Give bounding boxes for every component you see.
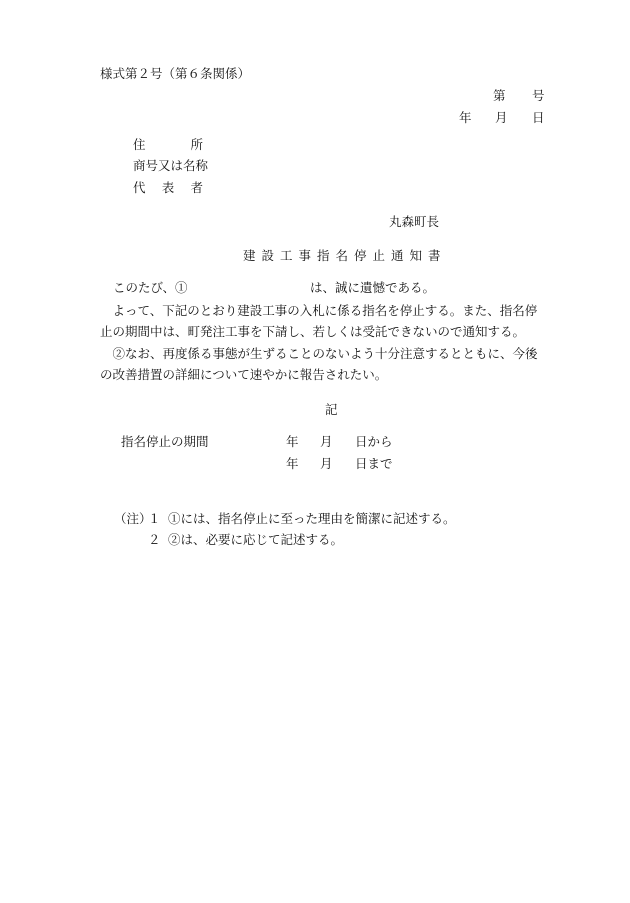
form-label: 様式第２号（第６条関係） [100,66,251,81]
note-1-number: １ [148,511,161,526]
period-from-year: 年 [286,434,299,449]
address-label-char-2: 所 [190,137,203,152]
issuer-name: 丸森町長 [389,214,440,229]
representative-label [133,180,203,195]
paragraph-1-start: このたび、① [113,280,188,295]
number-dai: 第 [493,88,506,103]
representative-label-char-3: 者 [190,180,203,195]
period-to-day: 日まで [355,456,393,471]
notes-prefix: （注） [114,511,152,526]
note-2-text: ②は、必要に応じて記述する。 [168,532,344,547]
date-day: 日 [532,110,545,125]
date-year: 年 [459,110,472,125]
period-from-month: 月 [320,434,333,449]
paragraph-2: よって、下記のとおり建設工事の入札に係る指名を停止する。また、指名停止の期間中は、町発注工事を下請し、若しくは受託できないので通知する。 [100,303,538,339]
ki-heading: 記 [325,402,338,417]
period-from-day: 日から [355,434,393,449]
period-to-year: 年 [286,456,299,471]
number-go: 号 [532,88,545,103]
representative-label-char-1: 代 [133,180,146,195]
date-month: 月 [495,110,508,125]
paragraph-3: ②なお、再度係る事態が生ずることのないよう十分注意するとともに、今後の改善措置の詳細について速やかに報告されたい。 [100,346,538,382]
representative-label-char-2: 表 [161,180,175,195]
document-title: 建設工事指名停止通知書 [243,248,447,263]
company-name-label: 商号又は名称 [133,158,209,173]
address-label [133,137,203,152]
note-1-text: ①には、指名停止に至った理由を簡潔に記述する。 [168,511,456,526]
period-label: 指名停止の期間 [121,434,209,449]
paragraph-1-end: は、誠に遺憾である。 [310,280,436,295]
address-label-char-1: 住 [133,137,146,152]
period-to-month: 月 [320,456,333,471]
note-2-number: ２ [148,532,161,547]
